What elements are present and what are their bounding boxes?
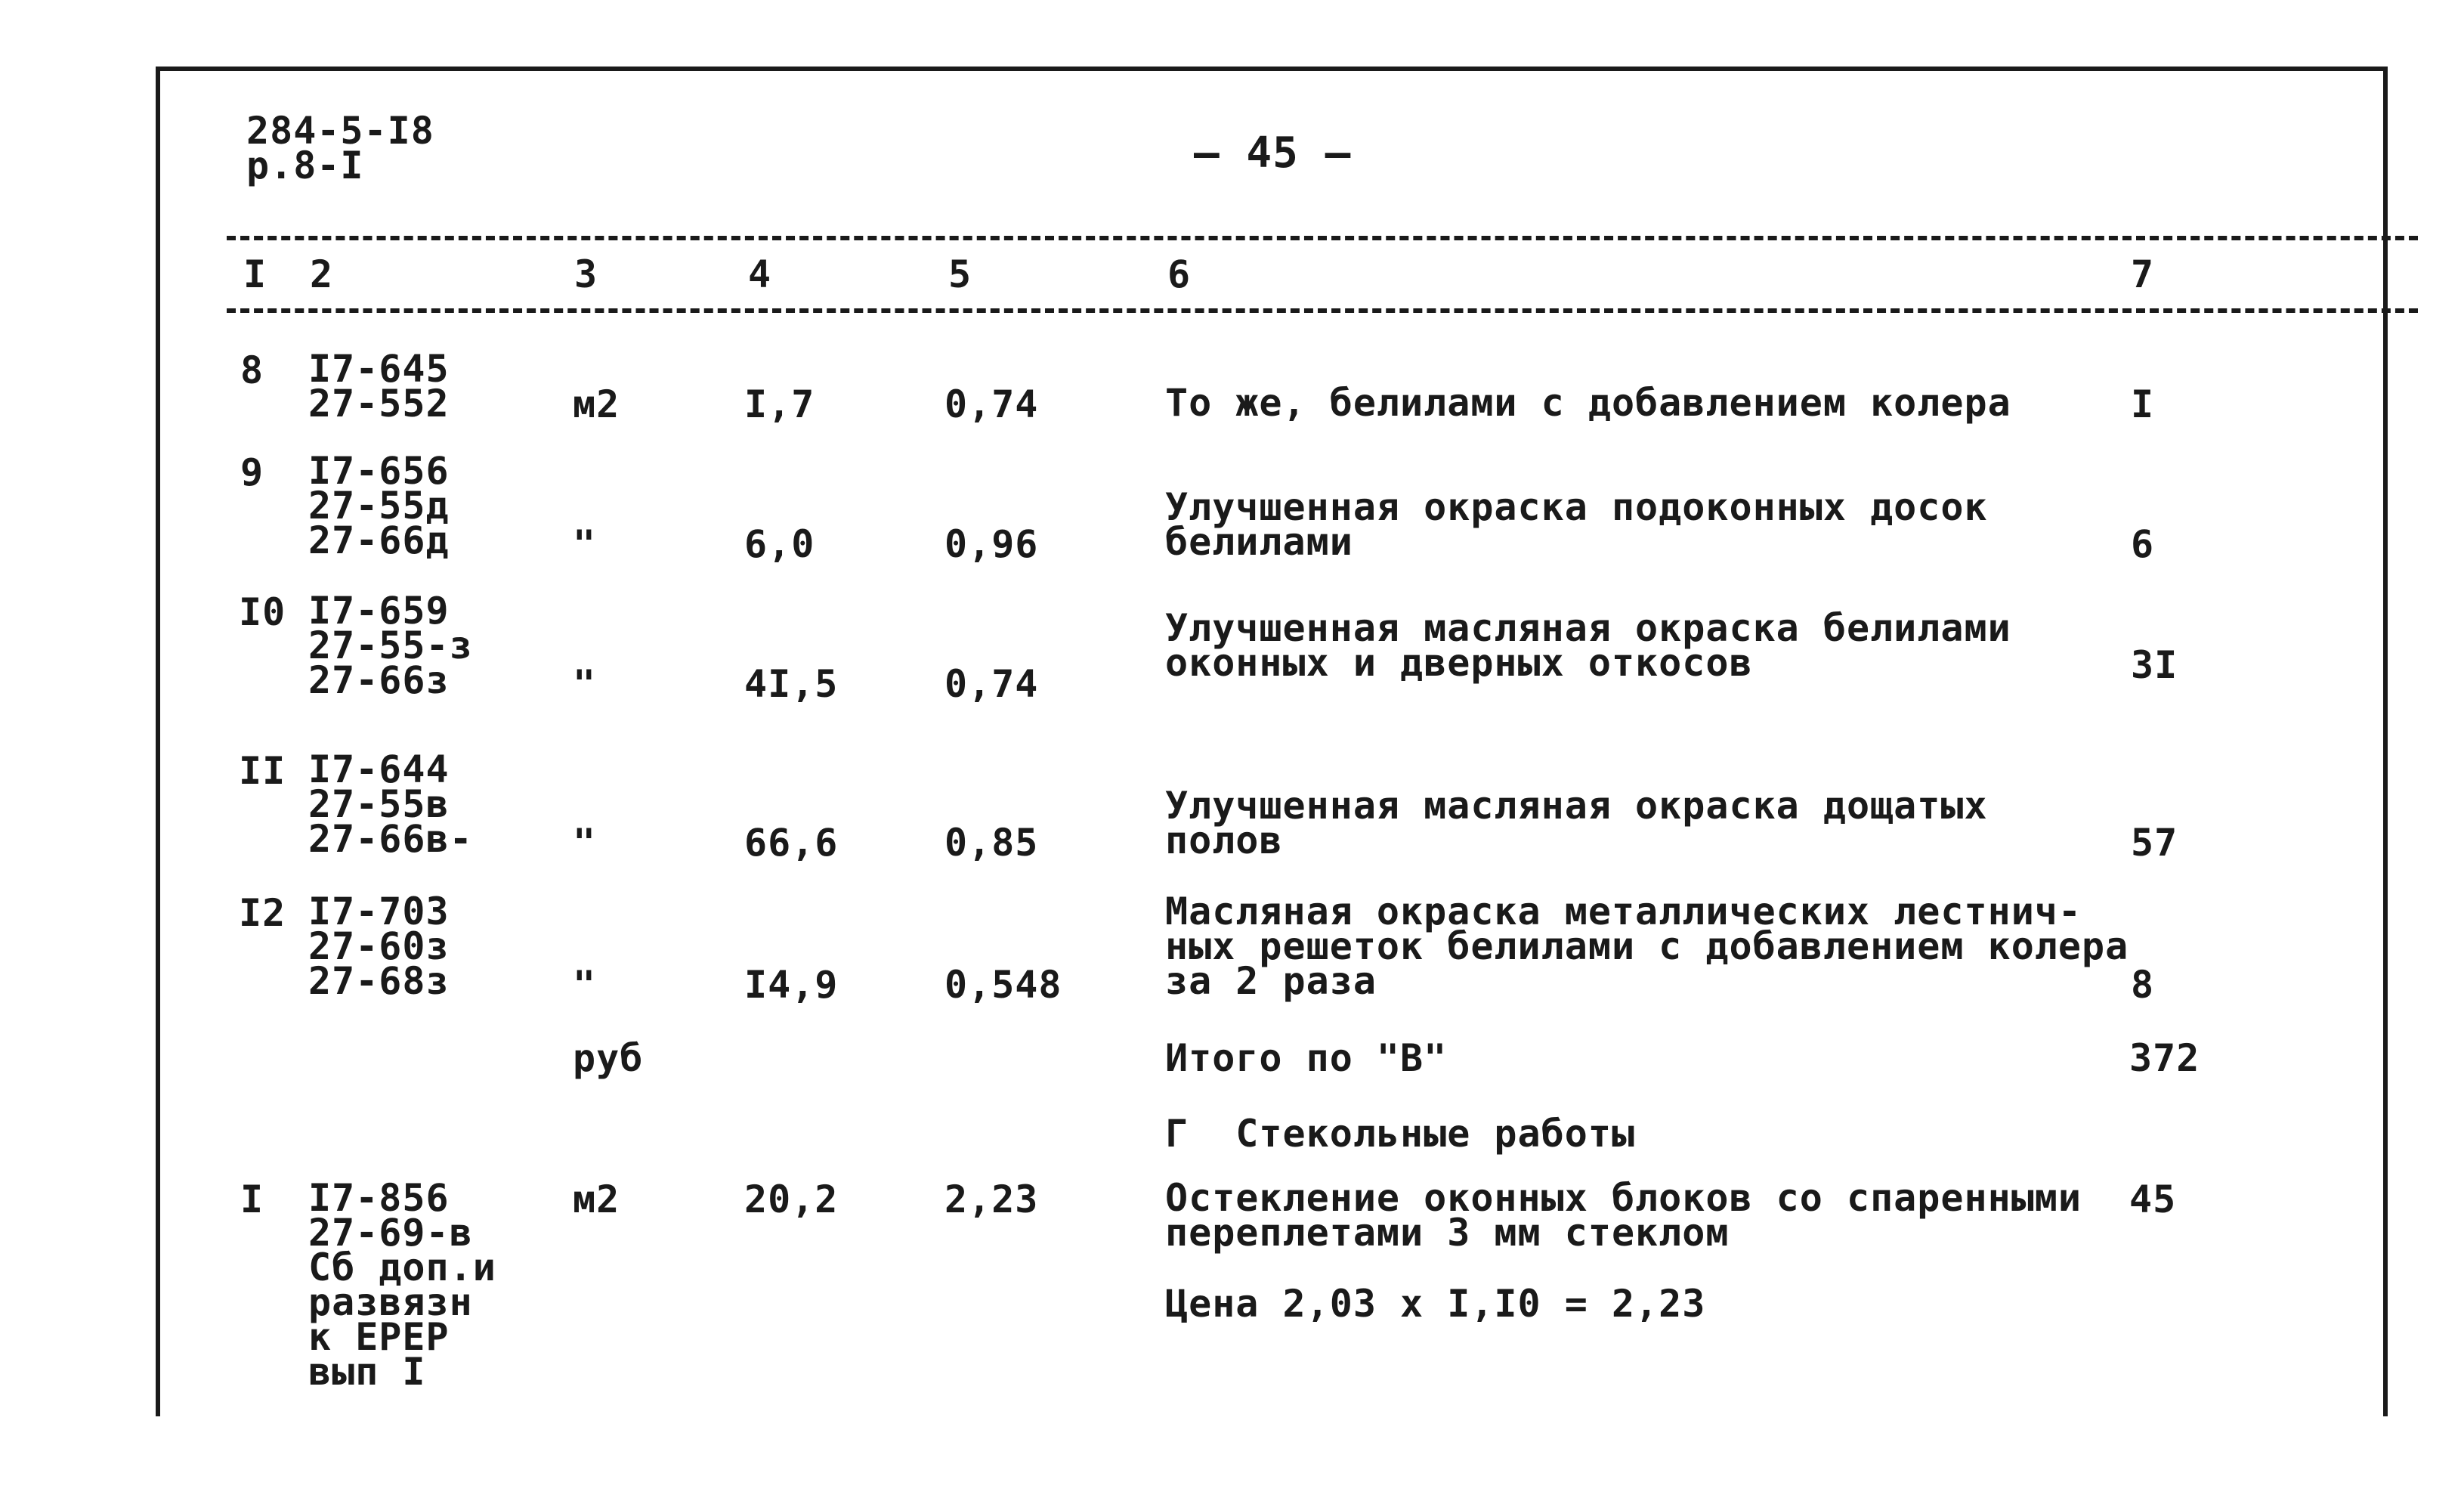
row-11-number: II: [239, 749, 286, 793]
glass-row-code: развязн: [308, 1280, 473, 1324]
row-8-code: I7-645: [308, 347, 450, 391]
glass-row-unit: м2: [573, 1178, 620, 1221]
glass-row-number: I: [240, 1178, 264, 1221]
row-12-price: 0,548: [944, 963, 1062, 1007]
frame-left-border: [156, 67, 160, 1416]
row-8-total: I: [2131, 382, 2155, 426]
column-header-1: I: [243, 252, 267, 296]
document-code: [246, 109, 434, 187]
row-12-code: 27-68з: [308, 959, 450, 1003]
column-header-7: 7: [2131, 252, 2155, 296]
row-9-description-line: белилами: [1165, 520, 1353, 564]
row-11-code: 27-66в-: [308, 817, 473, 861]
row-10-total: 3I: [2131, 643, 2178, 687]
row-12-description: [1165, 890, 2129, 1003]
glass-row-code: к ЕРЕР: [308, 1315, 450, 1359]
row-12-number: I2: [239, 891, 286, 935]
subtotal-total: 372: [2129, 1036, 2200, 1080]
page-number: — 45 —: [1194, 128, 1352, 178]
row-10-code: 27-66з: [308, 658, 450, 702]
row-10-description: [1165, 606, 2011, 685]
row-9-code: 27-66д: [308, 518, 450, 562]
row-9-quantity: 6,0: [744, 522, 815, 566]
row-8-codes: [308, 347, 450, 426]
header-bottom-dashed-rule: [227, 308, 2418, 313]
row-8-unit: м2: [573, 382, 620, 426]
row-9-unit: ": [573, 522, 597, 566]
column-header-4: 4: [748, 252, 772, 296]
row-10-code: I7-659: [308, 589, 450, 633]
frame-right-border: [2383, 67, 2388, 1416]
column-header-6: 6: [1167, 252, 1192, 296]
glass-row-code: вып I: [308, 1350, 426, 1394]
row-9-code: I7-656: [308, 449, 450, 493]
row-10-unit: ": [573, 662, 597, 706]
row-10-description-line: Улучшенная масляная окраска белилами: [1165, 606, 2011, 650]
column-header-2: 2: [310, 252, 334, 296]
header-top-dashed-rule: [227, 236, 2418, 240]
column-header-5: 5: [948, 252, 972, 296]
row-8-price: 0,74: [944, 382, 1039, 426]
row-12-description-line: ных решеток белилами с добавлением колера: [1165, 924, 2129, 968]
row-9-price: 0,96: [944, 522, 1039, 566]
subtotal-label: Итого по "В": [1165, 1036, 1448, 1080]
row-11-price: 0,85: [944, 821, 1039, 865]
row-12-total: 8: [2131, 963, 2155, 1007]
glass-row-codes: [308, 1176, 496, 1394]
glass-row-description-line: Остекление оконных блоков со спаренными: [1165, 1176, 2082, 1220]
subtotal-unit: руб: [573, 1036, 644, 1080]
row-12-description-line: Масляная окраска металлических лестнич-: [1165, 890, 2082, 933]
row-11-total: 57: [2131, 821, 2178, 865]
row-11-code: I7-644: [308, 747, 450, 791]
frame-top-border: [159, 67, 2388, 71]
row-12-code: I7-703: [308, 890, 450, 933]
glass-row-description: [1165, 1176, 2082, 1255]
glass-row-total: 45: [2129, 1178, 2177, 1221]
row-10-description-line: оконных и дверных откосов: [1165, 641, 1753, 685]
row-11-code: 27-55в: [308, 782, 450, 826]
row-11-description-line: Улучшенная масляная окраска дощатых: [1165, 784, 1988, 828]
row-12-description-line: за 2 раза: [1165, 959, 1377, 1003]
glass-row-price-note: Цена 2,03 х I,I0 = 2,23: [1165, 1282, 1706, 1326]
section-heading: Г Стекольные работы: [1165, 1112, 1636, 1156]
row-9-codes: [308, 449, 450, 562]
document-code-line1: 284-5-I8: [246, 109, 434, 153]
glass-row-quantity: 20,2: [744, 1178, 839, 1221]
row-11-description: [1165, 784, 1988, 862]
row-9-description: [1165, 485, 1988, 564]
row-10-price: 0,74: [944, 662, 1039, 706]
row-10-code: 27-55-з: [308, 624, 473, 667]
document-code-line2: р.8-I: [246, 144, 364, 187]
row-8-description: [1165, 381, 2011, 425]
glass-row-code: Сб доп.и: [308, 1246, 496, 1289]
glass-row-code: 27-69-в: [308, 1211, 473, 1255]
row-11-codes: [308, 747, 473, 861]
column-header-3: 3: [574, 252, 598, 296]
row-9-number: 9: [240, 450, 264, 494]
row-8-number: 8: [240, 348, 264, 392]
row-11-quantity: 66,6: [744, 821, 839, 865]
row-8-description-line: То же, белилами с добавлением колера: [1165, 381, 2011, 425]
row-8-code: 27-552: [308, 382, 450, 426]
row-9-code: 27-55д: [308, 484, 450, 528]
row-10-number: I0: [239, 590, 286, 634]
row-11-description-line: полов: [1165, 819, 1283, 862]
row-12-quantity: I4,9: [744, 963, 839, 1007]
row-8-quantity: I,7: [744, 382, 815, 426]
row-10-codes: [308, 589, 473, 702]
glass-row-description-line: переплетами 3 мм стеклом: [1165, 1211, 1730, 1255]
row-12-unit: ": [573, 963, 597, 1007]
row-11-unit: ": [573, 821, 597, 865]
row-12-codes: [308, 890, 450, 1003]
row-12-code: 27-60з: [308, 924, 450, 968]
glass-row-price: 2,23: [944, 1178, 1039, 1221]
row-9-description-line: Улучшенная окраска подоконных досок: [1165, 485, 1988, 529]
glass-row-code: I7-856: [308, 1176, 450, 1220]
row-10-quantity: 4I,5: [744, 662, 839, 706]
row-9-total: 6: [2131, 522, 2155, 566]
